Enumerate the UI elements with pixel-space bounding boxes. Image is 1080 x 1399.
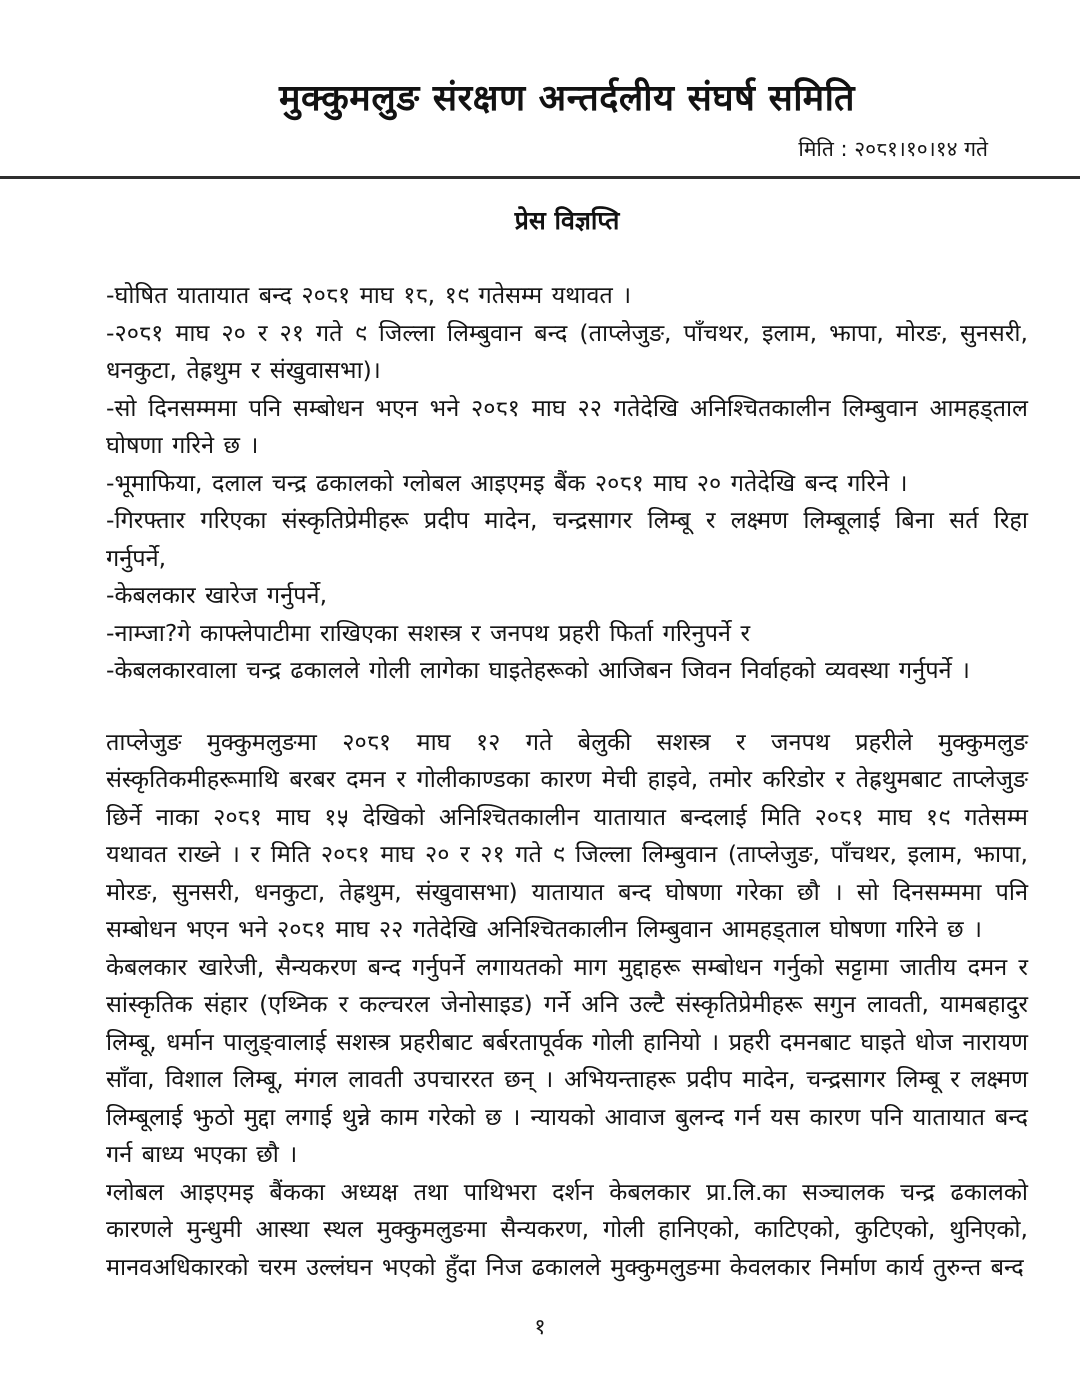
demand-item: -२०८१ माघ २० र २१ गते ९ जिल्ला लिम्बुवान बन्द (ताप्लेजुङ, पाँचथर, इलाम, झापा, मोरङ, सुनसरी, धनकुटा, तेह्रथुम र संखुवासभा)।	[106, 318, 1028, 384]
demand-item: -केबलकार खारेज गर्नुपर्ने,	[106, 581, 328, 609]
demand-item: -घोषित यातायात बन्द २०८१ माघ १८, १९ गतेसम्म यथावत ।	[106, 281, 632, 309]
date-line: मिति : २०८१।१०।१४ गते	[798, 137, 988, 161]
document-body	[0, 179, 1080, 1286]
press-release-heading: प्रेस विज्ञप्ति	[514, 206, 620, 235]
page-number: १	[534, 1315, 546, 1340]
page-title: मुक्कुमलुङ संरक्षण अन्तर्दलीय संघर्ष समिति	[279, 78, 855, 119]
demand-item: -सो दिनसम्ममा पनि सम्बोधन भएन भने २०८१ माघ २२ गतेदेखि अनिश्चितकालीन लिम्बुवान आमहड्ताल घोषणा गरिने छ ।	[106, 393, 1028, 459]
demand-item: -गिरफ्तार गरिएका संस्कृतिप्रेमीहरू प्रदीप मादेन, चन्द्रसागर लिम्बू र लक्ष्मण लिम्बूलाई बिना सर्त रिहा गर्नुपर्ने,	[106, 506, 1028, 572]
body-paragraph: केबलकार खारेजी, सैन्यकरण बन्द गर्नुपर्ने लगायतको माग मुद्दाहरू सम्बोधन गर्नुको सट्टामा जातीय दमन र सांस्कृतिक संहार (एथ्निक र कल्चरल जेनोसाइड) गर्ने अनि उल्टै संस्कृतिप्रेमीहरू सगुन लावती, यामबहादुर लिम्बू, धर्मान पालुङ्वालाई सशस्त्र प्रहरीबाट बर्बरतापूर्वक गोली हानियो । प्रहरी दमनबाट घाइते धोज नारायण साँवा, विशाल लिम्बू, मंगल लावती उपचाररत छन् । अभियन्ताहरू प्रदीप मादेन, चन्द्रसागर लिम्बू र लक्ष्मण लिम्बूलाई झुठो मुद्दा लगाई थुन्ने काम गरेको छ । न्यायको आवाज बुलन्द गर्न यस कारण पनि यातायात बन्द गर्न बाध्य भएका छौ ।	[106, 952, 1028, 1168]
body-paragraphs	[106, 724, 1028, 1287]
demand-item: -केबलकारवाला चन्द्र ढकालले गोली लागेका घाइतेहरूको आजिबन जिवन निर्वाहको व्यवस्था गर्नुपर्ने ।	[106, 656, 970, 684]
body-paragraph: ग्लोबल आइएमइ बैंकका अध्यक्ष तथा पाथिभरा दर्शन केबलकार प्रा.लि.का सञ्चालक चन्द्र ढकालको कारणले मुन्धुमी आस्था स्थल मुक्कुमलुङमा सैन्यकरण, गोली हानिएको, काटिएको, कुटिएको, थुनिएको, मानवअधिकारको चरम उल्लंघन भएको हुँदा निज ढकालले मुक्कुमलुङमा केवलकार निर्माण कार्य तुरुन्त बन्द	[106, 1177, 1028, 1281]
demand-list	[106, 277, 1028, 690]
document-header	[0, 0, 1080, 162]
demand-item: -नाम्जा?गे काफ्लेपाटीमा राखिएका सशस्त्र र जनपथ प्रहरी फिर्ता गरिनुपर्ने र	[106, 618, 751, 647]
demand-item: -भूमाफिया, दलाल चन्द्र ढकालको ग्लोबल आइएमइ बैंक २०८१ माघ २० गतेदेखि बन्द गरिने ।	[106, 468, 908, 497]
body-paragraph: ताप्लेजुङ मुक्कुमलुङमा २०८१ माघ १२ गते बेलुकी सशस्त्र र जनपथ प्रहरीले मुक्कुमलुङ संस्कृतिकमीहरूमाथि बरबर दमन र गोलीकाण्डका कारण मेची हाइवे, तमोर करिडोर र तेह्रथुमबाट ताप्लेजुङ छिर्ने नाका २०८१ माघ १५ देखिको अनिश्चितकालीन यातायात बन्दलाई मिति २०८१ माघ १९ गतेसम्म यथावत राख्ने । र मिति २०८१ माघ २० र २१ गते ९ जिल्ला लिम्बुवान (ताप्लेजुङ, पाँचथर, इलाम, झापा, मोरङ, सुनसरी, धनकुटा, तेह्रथुम, संखुवासभा) यातायात बन्द घोषणा गरेका छौ । सो दिनसम्ममा पनि सम्बोधन भएन भने २०८१ माघ २२ गतेदेखि अनिश्चितकालीन लिम्बुवान आमहड्ताल घोषणा गरिने छ ।	[106, 727, 1028, 943]
